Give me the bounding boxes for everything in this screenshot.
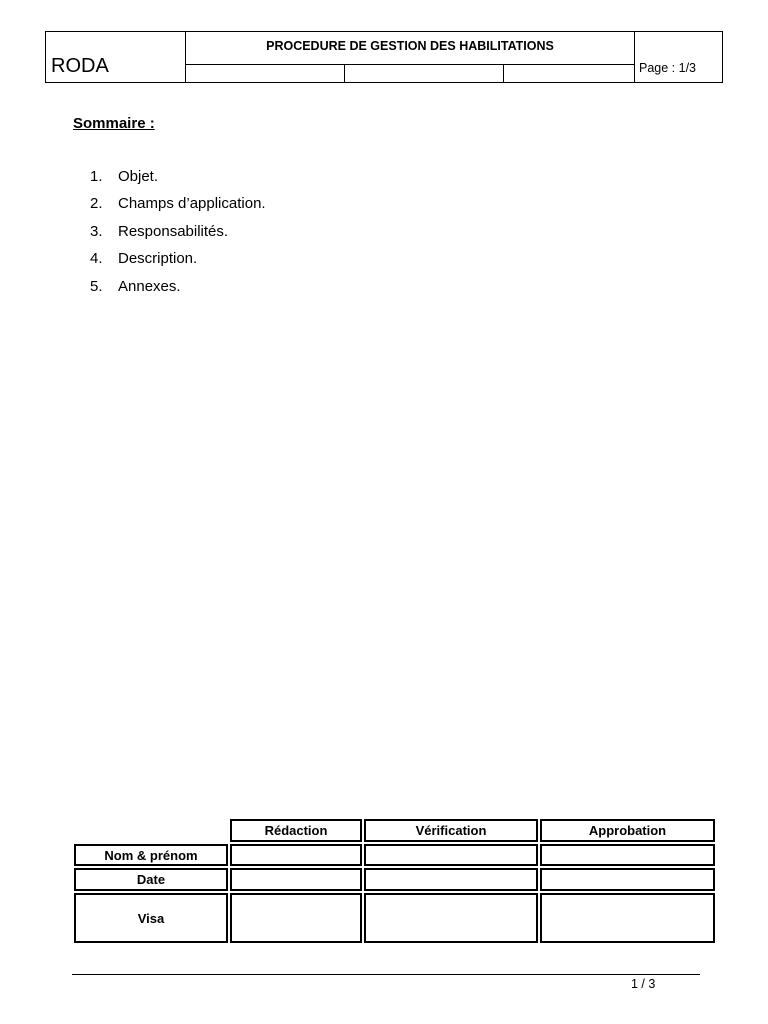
table-cell	[540, 893, 715, 943]
summary-item-label: Responsabilités.	[118, 222, 229, 240]
summary-item-number: 5.	[90, 277, 103, 295]
document-title: PROCEDURE DE GESTION DES HABILITATIONS	[186, 32, 635, 65]
document-header	[45, 31, 723, 83]
page-cell	[635, 32, 722, 82]
table-cell	[230, 868, 362, 891]
header-subcell-1	[186, 65, 345, 82]
summary-heading: Sommaire :	[73, 115, 155, 132]
summary-item-number: 4.	[90, 250, 103, 268]
table-row	[74, 868, 715, 891]
footer-divider	[72, 974, 700, 975]
column-header-redaction: Rédaction	[230, 819, 362, 842]
summary-item-number: 2.	[90, 195, 103, 213]
table-cell	[364, 844, 538, 866]
summary-item-label: Annexes.	[118, 277, 181, 295]
table-corner-cell	[74, 819, 228, 842]
summary-item-number: 3.	[90, 222, 103, 240]
table-cell	[540, 868, 715, 891]
table-cell	[364, 868, 538, 891]
header-subcell-3	[504, 65, 635, 82]
summary-item-number: 1.	[90, 168, 103, 185]
table-header-row	[74, 819, 715, 842]
summary-item	[90, 250, 266, 277]
table-cell	[540, 844, 715, 866]
column-header-approbation: Approbation	[540, 819, 715, 842]
row-header-date: Date	[74, 868, 228, 891]
summary-item	[90, 168, 266, 195]
summary-item-label: Objet.	[118, 168, 159, 185]
company-name: RODA	[51, 55, 109, 77]
footer-page-number: 1 / 3	[631, 977, 656, 991]
table-row	[74, 844, 715, 866]
summary-list	[90, 168, 266, 305]
summary-item	[90, 223, 266, 250]
table-cell	[364, 893, 538, 943]
column-header-verification: Vérification	[364, 819, 538, 842]
table-cell	[230, 844, 362, 866]
summary-item	[90, 195, 266, 222]
table-row	[74, 893, 715, 943]
page-label: Page : 1/3	[639, 61, 696, 75]
table-cell	[230, 893, 362, 943]
summary-item-label: Champs d’application.	[118, 195, 266, 213]
summary-item-label: Description.	[118, 250, 198, 268]
signature-table	[72, 817, 717, 945]
company-cell	[46, 32, 186, 82]
row-header-visa: Visa	[74, 893, 228, 943]
header-subcell-2	[345, 65, 504, 82]
row-header-name: Nom & prénom	[74, 844, 228, 866]
summary-item	[90, 278, 266, 305]
